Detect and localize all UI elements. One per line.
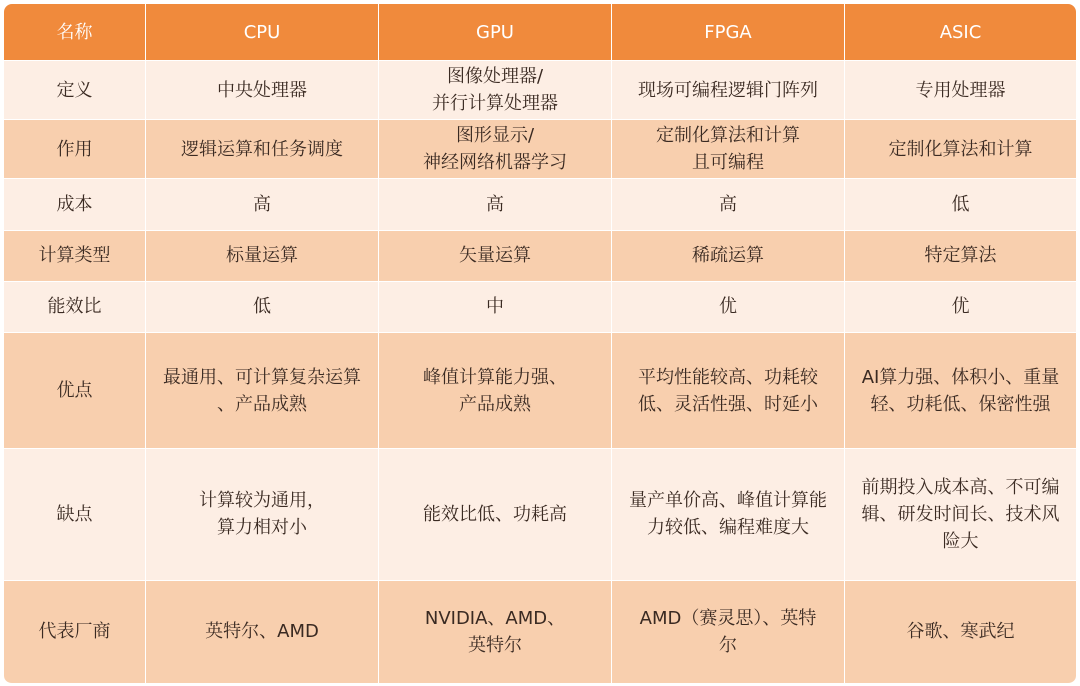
cell-cpu: 逻辑运算和任务调度 <box>146 120 379 179</box>
header-cell-name: 名称 <box>4 4 146 61</box>
cell-fpga: 优 <box>612 282 845 333</box>
row-label: 代表厂商 <box>4 581 146 684</box>
table-row-disadvantages <box>4 449 1076 580</box>
header-row <box>4 4 1076 61</box>
header-cell-fpga: FPGA <box>612 4 845 61</box>
header-cell-asic: ASIC <box>845 4 1076 61</box>
cell-cpu: 计算较为通用， 算力相对小 <box>146 449 379 580</box>
comparison-table-wrapper <box>4 4 1076 684</box>
cell-cpu: 中央处理器 <box>146 61 379 120</box>
table-row-function <box>4 120 1076 179</box>
cell-asic: 谷歌、寒武纪 <box>845 581 1076 684</box>
cell-cpu: 标量运算 <box>146 231 379 282</box>
cell-asic: 前期投入成本高、不可编 辑、研发时间长、技术风 险大 <box>845 449 1076 580</box>
row-label: 定义 <box>4 61 146 120</box>
table-row-compute-type <box>4 231 1076 282</box>
row-label: 作用 <box>4 120 146 179</box>
cell-fpga: 现场可编程逻辑门阵列 <box>612 61 845 120</box>
cell-fpga: 量产单价高、峰值计算能 力较低、编程难度大 <box>612 449 845 580</box>
row-label: 能效比 <box>4 282 146 333</box>
cell-asic: 专用处理器 <box>845 61 1076 120</box>
cell-fpga: 高 <box>612 179 845 230</box>
cell-fpga: AMD（赛灵思）、英特 尔 <box>612 581 845 684</box>
cell-cpu: 最通用、可计算复杂运算 、产品成熟 <box>146 333 379 449</box>
chip-comparison-table <box>4 4 1076 684</box>
cell-gpu: 高 <box>379 179 612 230</box>
row-label: 缺点 <box>4 449 146 580</box>
table-header <box>4 4 1076 61</box>
cell-fpga: 平均性能较高、功耗较 低、灵活性强、时延小 <box>612 333 845 449</box>
cell-gpu: 峰值计算能力强、 产品成熟 <box>379 333 612 449</box>
cell-gpu: 矢量运算 <box>379 231 612 282</box>
cell-gpu: NVIDIA、AMD、 英特尔 <box>379 581 612 684</box>
header-cell-gpu: GPU <box>379 4 612 61</box>
table-row-efficiency <box>4 282 1076 333</box>
cell-asic: AI算力强、体积小、重量 轻、功耗低、保密性强 <box>845 333 1076 449</box>
row-label: 计算类型 <box>4 231 146 282</box>
table-row-definition <box>4 61 1076 120</box>
cell-fpga: 定制化算法和计算 且可编程 <box>612 120 845 179</box>
cell-asic: 低 <box>845 179 1076 230</box>
table-body <box>4 61 1076 684</box>
cell-cpu: 高 <box>146 179 379 230</box>
cell-asic: 定制化算法和计算 <box>845 120 1076 179</box>
table-row-advantages <box>4 333 1076 449</box>
cell-asic: 特定算法 <box>845 231 1076 282</box>
cell-fpga: 稀疏运算 <box>612 231 845 282</box>
header-cell-cpu: CPU <box>146 4 379 61</box>
cell-gpu: 中 <box>379 282 612 333</box>
cell-gpu: 图形显示/ 神经网络机器学习 <box>379 120 612 179</box>
cell-cpu: 英特尔、AMD <box>146 581 379 684</box>
cell-gpu: 图像处理器/ 并行计算处理器 <box>379 61 612 120</box>
cell-cpu: 低 <box>146 282 379 333</box>
table-row-vendors <box>4 581 1076 684</box>
row-label: 成本 <box>4 179 146 230</box>
row-label: 优点 <box>4 333 146 449</box>
cell-asic: 优 <box>845 282 1076 333</box>
cell-gpu: 能效比低、功耗高 <box>379 449 612 580</box>
table-row-cost <box>4 179 1076 230</box>
